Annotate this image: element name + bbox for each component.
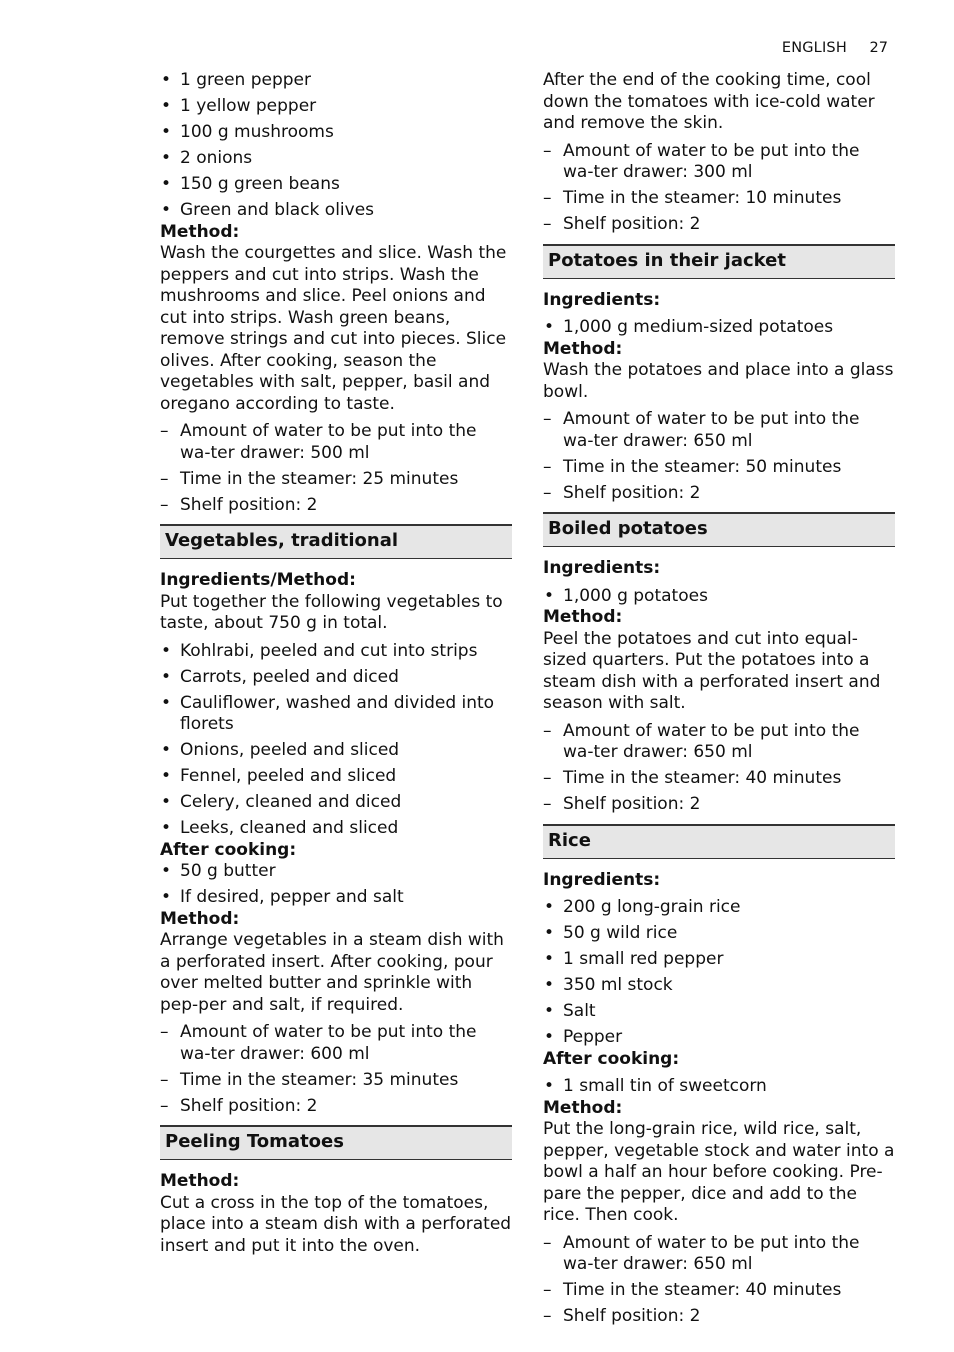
list-item: • If desired, pepper and salt	[160, 887, 512, 909]
steps-list	[543, 1233, 895, 1328]
method-text: After the end of the cooking time, cool down the tomatoes with ice-cold water and remove the skin.	[543, 70, 875, 133]
method-label: Method:	[160, 1171, 240, 1191]
ingredient-list	[543, 317, 895, 339]
list-item: • Pepper	[543, 1027, 895, 1049]
method-text: Put the long-grain rice, wild rice, salt, pepper, vegetable stock and water into a bowl a half an hour before cooking. Pre-pare the pepper, dice and add to the rice. Then cook.	[543, 1119, 895, 1225]
list-item: • 2 onions	[160, 148, 512, 170]
list-item: – Shelf position: 2	[160, 1096, 512, 1118]
list-item: – Time in the steamer: 50 minutes	[543, 457, 895, 479]
list-item: – Time in the steamer: 35 minutes	[160, 1070, 512, 1092]
section-title-boiled-potatoes: Boiled potatoes	[543, 512, 895, 547]
list-item: • 1,000 g medium-sized potatoes	[543, 317, 895, 339]
method-text: Wash the potatoes and place into a glass bowl.	[543, 360, 894, 402]
method-label: Method:	[160, 908, 240, 929]
list-item: • Salt	[543, 1001, 895, 1023]
after-cooking-label: After cooking:	[160, 839, 297, 860]
list-item: • 1,000 g potatoes	[543, 586, 895, 608]
list-item: • Kohlrabi, peeled and cut into strips	[160, 641, 512, 663]
list-item: – Time in the steamer: 10 minutes	[543, 188, 895, 210]
ingredient-list	[543, 586, 895, 608]
steps-list	[160, 1022, 512, 1117]
left-column	[160, 70, 512, 1257]
steps-list	[543, 409, 895, 504]
right-column	[543, 70, 895, 1332]
list-item: – Time in the steamer: 25 minutes	[160, 469, 512, 491]
method-label: Method:	[543, 1097, 623, 1118]
ingredients-label: Ingredients:	[543, 558, 661, 578]
steps-list	[543, 721, 895, 816]
list-item: – Time in the steamer: 40 minutes	[543, 768, 895, 790]
list-item: – Amount of water to be put into the wa-ter drawer: 650 ml	[543, 721, 895, 764]
list-item: – Amount of water to be put into the wa-ter drawer: 300 ml	[543, 141, 895, 184]
list-item: • 100 g mushrooms	[160, 122, 512, 144]
method-text: Cut a cross in the top of the tomatoes, place into a steam dish with a perforated insert and put it into the oven.	[160, 1192, 512, 1256]
list-item: – Amount of water to be put into the wa-ter drawer: 600 ml	[160, 1022, 512, 1065]
list-item: • 1 small tin of sweetcorn	[543, 1076, 895, 1098]
list-item: – Amount of water to be put into the wa-ter drawer: 650 ml	[543, 1233, 895, 1276]
list-item: • Green and black olives	[160, 200, 512, 222]
list-item: • Carrots, peeled and diced	[160, 667, 512, 689]
list-item: • 200 g long-grain rice	[543, 897, 895, 919]
method-text: Wash the courgettes and slice. Wash the peppers and cut into strips. Wash the mushrooms and slice. Peel onions and cut into strips. Wash green beans, remove strings and cut into pieces. Slice olives. After cooking, season the vegetables with salt, pepper, basil and oregano according to taste.	[160, 243, 507, 414]
ingredients-label: Ingredients:	[543, 869, 661, 890]
method-label: Method:	[160, 221, 240, 242]
section-title-peeling-tomatoes: Peeling Tomatoes	[160, 1125, 512, 1160]
list-item: – Shelf position: 2	[543, 794, 895, 816]
list-item: • 350 ml stock	[543, 975, 895, 997]
method-label: Method:	[543, 338, 623, 359]
list-item: • 1 yellow pepper	[160, 96, 512, 118]
language-label: ENGLISH	[781, 40, 847, 56]
list-item: • Fennel, peeled and sliced	[160, 766, 512, 788]
page-header	[782, 38, 888, 58]
method-text: Peel the potatoes and cut into equal-sized quarters. Put the potatoes into a steam dish with a perforated insert and season with salt.	[543, 628, 881, 713]
list-item: • Celery, cleaned and diced	[160, 792, 512, 814]
list-item: – Shelf position: 2	[543, 214, 895, 236]
intro-text: Put together the following vegetables to taste, about 750 g in total.	[160, 591, 503, 633]
ingredients-label: Ingredients:	[543, 289, 661, 310]
after-cooking-list	[543, 1076, 895, 1098]
method-label: Method:	[543, 607, 623, 627]
list-item: • Leeks, cleaned and sliced	[160, 818, 512, 840]
list-item: – Shelf position: 2	[543, 483, 895, 505]
ingredients-label: Ingredients/Method:	[160, 570, 356, 590]
list-item: • Onions, peeled and sliced	[160, 740, 512, 762]
list-item: • 1 green pepper	[160, 70, 512, 92]
after-cooking-label: After cooking:	[543, 1048, 680, 1069]
list-item: – Shelf position: 2	[543, 1306, 895, 1328]
method-text: Arrange vegetables in a steam dish with a perforated insert. After cooking, pour over melted butter and sprinkle with pep-per and salt, if required.	[160, 930, 504, 1015]
list-item: – Shelf position: 2	[160, 495, 512, 517]
ingredient-list	[543, 897, 895, 1049]
section-title-rice: Rice	[543, 824, 895, 859]
after-cooking-list	[160, 861, 512, 909]
steps-list	[160, 421, 512, 516]
list-item: • 150 g green beans	[160, 174, 512, 196]
page-number: 27	[869, 40, 888, 56]
list-item: – Amount of water to be put into the wa-ter drawer: 650 ml	[543, 409, 895, 452]
list-item: • 50 g wild rice	[543, 923, 895, 945]
ingredient-list	[160, 641, 512, 840]
list-item: • 50 g butter	[160, 861, 512, 883]
section-title-vegetables-traditional: Vegetables, traditional	[160, 524, 512, 559]
list-item: • Cauliflower, washed and divided into florets	[160, 693, 512, 736]
steps-list	[543, 141, 895, 236]
list-item: – Amount of water to be put into the wa-ter drawer: 500 ml	[160, 421, 512, 464]
list-item: – Time in the steamer: 40 minutes	[543, 1280, 895, 1302]
ingredient-list	[160, 70, 512, 222]
section-title-potatoes-in-their-jacket: Potatoes in their jacket	[543, 244, 895, 279]
list-item: • 1 small red pepper	[543, 949, 895, 971]
